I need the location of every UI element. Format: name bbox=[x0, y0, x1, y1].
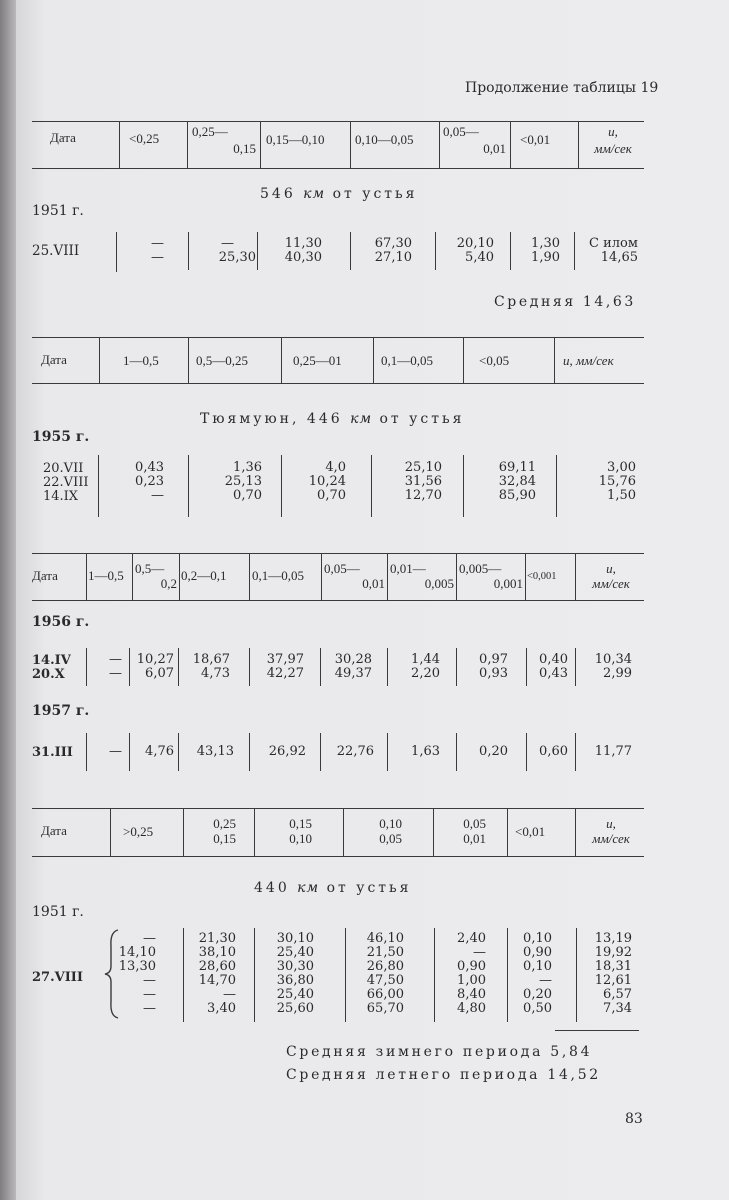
t3-r3-c3: 43,13 bbox=[196, 744, 234, 759]
t2-r2-c2: 25,13 bbox=[224, 474, 262, 489]
t1-caption: 546 км от устья bbox=[260, 186, 418, 202]
t3-header-001-bottom: 0,005 bbox=[424, 576, 454, 591]
t1-r1-c1: — bbox=[151, 236, 164, 251]
t4-r3-c6: 0,10 bbox=[523, 959, 552, 974]
t4-r5-c2: — bbox=[223, 987, 236, 1002]
t1-r1-c2: — bbox=[221, 236, 234, 251]
t4-r4-c7: 12,61 bbox=[594, 973, 632, 988]
t4-r2-c1: 14,10 bbox=[118, 945, 156, 960]
t3-r2-c6: 2,20 bbox=[411, 666, 440, 681]
t2-r1-c3: 4,0 bbox=[325, 460, 346, 475]
t4-r5-c3: 25,40 bbox=[276, 987, 314, 1002]
t3-r2-c8: 0,43 bbox=[539, 666, 568, 681]
t3-r1-c6: 1,44 bbox=[411, 652, 440, 667]
t3-r2-c9: 2,99 bbox=[603, 666, 632, 681]
t1-header-lt001: <0,01 bbox=[520, 132, 551, 147]
t4-header-010-top: 0,10 bbox=[379, 816, 402, 831]
t1-r2-c5: 5,40 bbox=[465, 250, 494, 265]
t3-header-005-top: 0,05— bbox=[324, 561, 360, 576]
t4-r1-c1: — bbox=[143, 931, 156, 946]
t2-date-2: 22.VIII bbox=[43, 475, 89, 490]
t4-r2-c2: 38,10 bbox=[198, 945, 236, 960]
t4-r4-c3: 36,80 bbox=[276, 973, 314, 988]
t2-date-3: 14.IX bbox=[43, 489, 79, 504]
t4-r3-c2: 28,60 bbox=[198, 959, 236, 974]
t4-r6-c7: 7,34 bbox=[603, 1001, 632, 1016]
t2-date-1: 20.VII bbox=[43, 461, 84, 476]
t3-r1-c2: 10,27 bbox=[136, 652, 174, 667]
t4-header-010-bottom: 0,05 bbox=[379, 831, 402, 846]
t2-header-025-01: 0,25—01 bbox=[293, 353, 342, 368]
t2-header-05-025: 0,5—0,25 bbox=[196, 353, 248, 368]
t4-r2-c6: 0,90 bbox=[523, 945, 552, 960]
t4-caption: 440 км от устья bbox=[254, 880, 412, 896]
t4-r1-c4: 46,10 bbox=[366, 931, 404, 946]
t4-r3-c4: 26,80 bbox=[366, 959, 404, 974]
t4-header-lt001: <0,01 bbox=[515, 824, 546, 839]
t1-header-010-005: 0,10—0,05 bbox=[355, 132, 414, 147]
t3-r2-c1: — bbox=[109, 666, 122, 681]
book-spine-shadow bbox=[0, 0, 16, 1200]
t4-r5-c1: — bbox=[143, 987, 156, 1002]
t4-r1-c6: 0,10 bbox=[523, 931, 552, 946]
t4-r4-c2: 14,70 bbox=[198, 973, 236, 988]
t3-year-1957: 1957 г. bbox=[32, 703, 90, 719]
t4-r6-c5: 4,80 bbox=[457, 1001, 486, 1016]
t4-r2-c4: 21,50 bbox=[366, 945, 404, 960]
t3-date-2: 20.X bbox=[32, 667, 65, 682]
t4-r1-c7: 13,19 bbox=[594, 931, 632, 946]
t3-date-1957: 31.III bbox=[32, 745, 73, 760]
t2-r2-c6: 15,76 bbox=[598, 474, 636, 489]
t3-header-lt0001: <0,001 bbox=[527, 571, 557, 582]
t4-r1-c5: 2,40 bbox=[457, 931, 486, 946]
t1-r2-c4: 27,10 bbox=[374, 250, 412, 265]
t3-header-01-005: 0,1—0,05 bbox=[252, 568, 304, 583]
book-page bbox=[16, 0, 729, 1200]
t4-header-015-bottom: 0,10 bbox=[289, 831, 312, 846]
continuation-label: Продолжение таблицы 19 bbox=[465, 80, 659, 96]
t1-r1-c3: 11,30 bbox=[284, 236, 322, 251]
t2-r2-c1: 0,23 bbox=[135, 474, 164, 489]
t4-r6-c4: 65,70 bbox=[366, 1001, 404, 1016]
t2-r3-c1: — bbox=[151, 488, 164, 503]
t3-r3-c1: — bbox=[109, 744, 122, 759]
t3-header-0005-bottom: 0,001 bbox=[493, 576, 523, 591]
t1-header-lt025: <0,25 bbox=[129, 131, 160, 146]
t1-r2-c1: — bbox=[151, 250, 164, 265]
t4-r5-c5: 8,40 bbox=[457, 987, 486, 1002]
t4-r4-c5: 1,00 bbox=[457, 973, 486, 988]
t1-header-005-top: 0,05— bbox=[443, 124, 479, 139]
t4-r2-c3: 25,40 bbox=[276, 945, 314, 960]
t2-r3-c5: 85,90 bbox=[498, 488, 536, 503]
t2-header-lt005: <0,05 bbox=[479, 353, 510, 368]
t3-r1-c5: 30,28 bbox=[334, 652, 372, 667]
t1-header-005-bottom: 0,01 bbox=[483, 141, 506, 156]
t1-header-025-bottom: 0,15 bbox=[233, 141, 256, 156]
t2-r1-c1: 0,43 bbox=[135, 460, 164, 475]
t3-r2-c3: 4,73 bbox=[201, 666, 230, 681]
t1-r1-c5: 20,10 bbox=[456, 236, 494, 251]
t3-header-005-bottom: 0,01 bbox=[362, 576, 385, 591]
t3-r3-c5: 22,76 bbox=[336, 744, 374, 759]
t1-date: 25.VIII bbox=[32, 243, 80, 259]
t3-header-0005-top: 0,005— bbox=[459, 561, 502, 576]
t1-header-u-unit: мм/сек bbox=[594, 141, 632, 156]
t2-header-1-05: 1—0,5 bbox=[123, 353, 159, 368]
t3-r2-c2: 6,07 bbox=[145, 666, 174, 681]
t1-r1-c6: 1,30 bbox=[531, 236, 560, 251]
t4-r5-c4: 66,00 bbox=[366, 987, 404, 1002]
t3-r2-c4: 42,27 bbox=[266, 666, 304, 681]
t3-header-u-unit: мм/сек bbox=[592, 576, 630, 591]
t4-r5-c6: 0,20 bbox=[523, 987, 552, 1002]
t4-r4-c6: — bbox=[539, 973, 552, 988]
t3-r1-c3: 18,67 bbox=[192, 652, 230, 667]
t3-r2-c5: 49,37 bbox=[334, 666, 372, 681]
t2-r2-c5: 32,84 bbox=[498, 474, 536, 489]
t4-r3-c5: 0,90 bbox=[457, 959, 486, 974]
t4-r1-c2: 21,30 bbox=[198, 931, 236, 946]
t1-header-025-top: 0,25— bbox=[192, 124, 228, 139]
t2-r2-c3: 10,24 bbox=[308, 474, 346, 489]
t2-r1-c2: 1,36 bbox=[233, 460, 262, 475]
t4-r6-c6: 0,50 bbox=[523, 1001, 552, 1016]
t2-r3-c3: 0,70 bbox=[317, 488, 346, 503]
t3-r1-c1: — bbox=[109, 652, 122, 667]
t3-header-date: Дата bbox=[32, 568, 58, 583]
t4-r4-c1: — bbox=[143, 973, 156, 988]
t4-year: 1951 г. bbox=[32, 904, 84, 920]
t1-r1-c4: 67,30 bbox=[374, 236, 412, 251]
t4-header-gt025: >0,25 bbox=[123, 824, 154, 839]
t1-r2-c2: 25,30 bbox=[218, 250, 256, 265]
t4-r6-c1: — bbox=[143, 1001, 156, 1016]
t4-header-005-top: 0,05 bbox=[463, 816, 486, 831]
t4-r6-c2: 3,40 bbox=[207, 1001, 236, 1016]
t1-r2-c3: 40,30 bbox=[284, 250, 322, 265]
t1-r2-c7: 14,65 bbox=[600, 250, 638, 265]
t2-caption: Тюямуюн, 446 км от устья bbox=[200, 411, 465, 427]
t4-header-date: Дата bbox=[41, 823, 67, 838]
t2-year: 1955 г. bbox=[32, 429, 90, 445]
t4-r3-c1: 13,30 bbox=[118, 959, 156, 974]
t3-header-05-bottom: 0,2 bbox=[160, 576, 177, 591]
t4-header-005-bottom: 0,01 bbox=[463, 831, 486, 846]
t4-r2-c7: 19,92 bbox=[594, 945, 632, 960]
t4-r3-c7: 18,31 bbox=[594, 959, 632, 974]
page-number: 83 bbox=[625, 1111, 643, 1127]
t3-r3-c4: 26,92 bbox=[268, 744, 306, 759]
t2-header-01-005: 0,1—0,05 bbox=[381, 353, 433, 368]
t3-r3-c7: 0,20 bbox=[479, 744, 508, 759]
t4-r1-c3: 30,10 bbox=[276, 931, 314, 946]
t3-r1-c9: 10,34 bbox=[594, 652, 632, 667]
summary-rule bbox=[555, 1030, 639, 1031]
t3-r2-c7: 0,93 bbox=[479, 666, 508, 681]
t3-r1-c4: 37,97 bbox=[266, 652, 304, 667]
t2-r2-c4: 31,56 bbox=[404, 474, 442, 489]
t3-r1-c8: 0,40 bbox=[539, 652, 568, 667]
t2-r3-c4: 12,70 bbox=[404, 488, 442, 503]
t1-r2-c6: 1,90 bbox=[531, 250, 560, 265]
t4-header-u-unit: мм/сек bbox=[592, 831, 630, 846]
t3-header-05-top: 0,5— bbox=[135, 561, 165, 576]
t4-date: 27.VIII bbox=[32, 970, 83, 985]
t4-r3-c3: 30,30 bbox=[276, 959, 314, 974]
t1-mean: Средняя 14,63 bbox=[494, 294, 636, 310]
t4-header-u: u, bbox=[606, 816, 616, 831]
t3-header-1-05: 1—0,5 bbox=[88, 568, 124, 583]
t2-r3-c2: 0,70 bbox=[233, 488, 262, 503]
t2-r1-c5: 69,11 bbox=[498, 460, 536, 475]
t4-mean-summer: Средняя летнего периода 14,52 bbox=[286, 1067, 601, 1083]
t2-header-u: u, мм/сек bbox=[563, 353, 614, 368]
t1-header-date: Дата bbox=[50, 130, 76, 145]
t4-r4-c4: 47,50 bbox=[366, 973, 404, 988]
t4-header-025-top: 0,25 bbox=[213, 816, 236, 831]
t1-year: 1951 г. bbox=[32, 203, 84, 219]
t4-header-025-bottom: 0,15 bbox=[213, 831, 236, 846]
t4-r5-c7: 6,57 bbox=[603, 987, 632, 1002]
t4-r2-c5: — bbox=[473, 945, 486, 960]
t4-header-015-top: 0,15 bbox=[289, 816, 312, 831]
t2-r3-c6: 1,50 bbox=[607, 488, 636, 503]
t4-mean-winter: Средняя зимнего периода 5,84 bbox=[286, 1044, 593, 1060]
t3-r3-c9: 11,77 bbox=[594, 744, 632, 759]
t2-header-date: Дата bbox=[41, 352, 67, 367]
t4-r6-c3: 25,60 bbox=[276, 1001, 314, 1016]
t3-r3-c8: 0,60 bbox=[539, 744, 568, 759]
t3-header-u: u, bbox=[606, 561, 616, 576]
t2-r1-c4: 25,10 bbox=[404, 460, 442, 475]
t1-header-015-010: 0,15—0,10 bbox=[266, 132, 325, 147]
t1-header-u: u, bbox=[608, 124, 618, 139]
t3-header-02-01: 0,2—0,1 bbox=[181, 568, 227, 583]
t3-date-1: 14.IV bbox=[32, 653, 71, 668]
t3-r3-c6: 1,63 bbox=[411, 744, 440, 759]
t1-r1-c7: С илом bbox=[589, 236, 638, 251]
t2-r1-c6: 3,00 bbox=[607, 460, 636, 475]
t3-r3-c2: 4,76 bbox=[145, 744, 174, 759]
t3-r1-c7: 0,97 bbox=[479, 652, 508, 667]
t3-year-1956: 1956 г. bbox=[32, 614, 90, 630]
t3-header-001-top: 0,01— bbox=[390, 561, 426, 576]
